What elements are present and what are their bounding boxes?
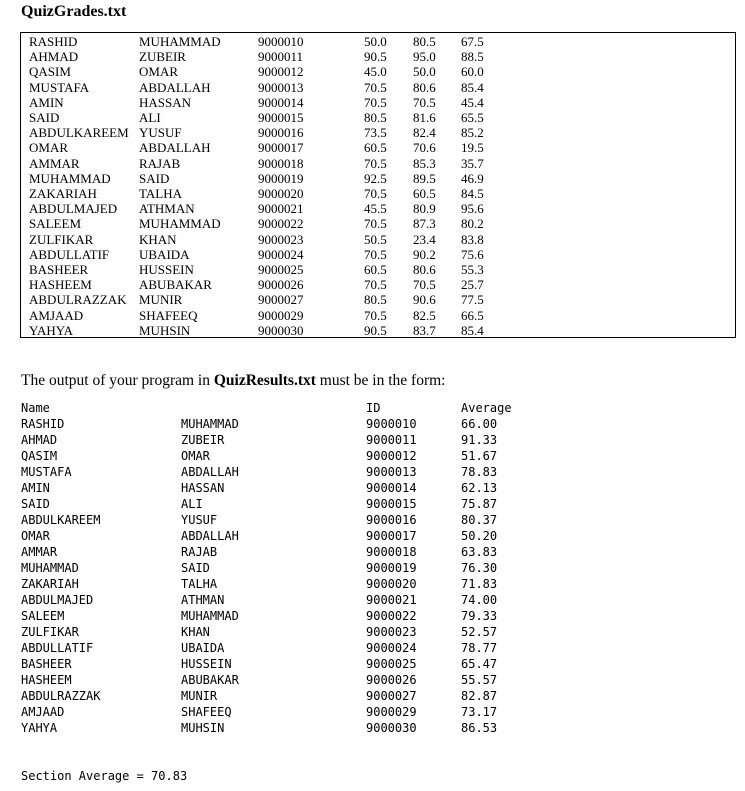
last-name: ALI	[139, 110, 161, 125]
first-name: QASIM	[21, 449, 58, 463]
output-filename: QuizResults.txt	[213, 372, 316, 389]
quiz-2-score: 85.3	[413, 155, 436, 171]
first-name: ABDULRAZZAK	[29, 292, 127, 308]
last-name: ALI	[181, 497, 203, 511]
quiz-1-score: 70.5	[364, 277, 387, 293]
student-id: 9000030	[258, 322, 304, 338]
quiz-2-score: 83.7	[413, 322, 436, 338]
quiz-3-score: 67.5	[461, 34, 484, 49]
student-id: 9000010	[258, 34, 304, 49]
quiz-1-score: 70.5	[364, 246, 387, 262]
average-score: 75.87	[461, 497, 498, 511]
last-name: MUNIR	[181, 689, 218, 703]
last-name: MUHAMMAD	[139, 34, 221, 49]
first-name: ABDULKAREEM	[21, 513, 101, 527]
last-name: RAJAB	[181, 545, 218, 559]
last-name: HASSAN	[139, 94, 192, 110]
average-score: 62.13	[461, 481, 498, 495]
last-name: HUSSEIN	[139, 262, 194, 277]
last-name: ABDALLAH	[139, 140, 211, 156]
first-name: ABDULLATIF	[21, 641, 94, 655]
first-name: SALEEM	[29, 216, 81, 232]
first-name: MUSTAFA	[29, 79, 90, 95]
student-id: 9000011	[366, 433, 417, 447]
student-id: 9000025	[258, 262, 304, 277]
student-id: 9000015	[366, 497, 417, 511]
first-name: SAID	[29, 110, 60, 125]
quiz-2-score: 87.3	[413, 216, 436, 232]
student-id: 9000027	[258, 292, 304, 308]
student-id: 9000025	[366, 657, 417, 671]
quiz-1-score: 80.5	[364, 292, 387, 308]
student-id: 9000020	[258, 186, 304, 201]
quiz-1-score: 70.5	[364, 307, 387, 323]
student-id: 9000010	[366, 417, 417, 431]
student-id: 9000013	[258, 79, 304, 95]
first-name: SALEEM	[21, 609, 65, 623]
first-name: ABDULKAREEM	[29, 125, 129, 141]
first-name: BASHEER	[29, 262, 89, 277]
quiz-2-score: 23.4	[413, 231, 436, 247]
average-score: 78.83	[461, 465, 498, 479]
quiz-1-score: 70.5	[364, 155, 387, 171]
student-id: 9000030	[366, 721, 417, 735]
last-name: HUSSEIN	[181, 657, 232, 671]
average-score: 82.87	[461, 689, 498, 703]
quiz-2-score: 90.2	[413, 246, 436, 262]
student-id: 9000020	[366, 577, 417, 591]
average-score: 65.47	[461, 657, 498, 671]
average-score: 91.33	[461, 433, 498, 447]
last-name: RAJAB	[139, 155, 181, 171]
last-name: ATHMAN	[181, 593, 225, 607]
quiz-1-score: 80.5	[364, 110, 387, 125]
average-score: 80.37	[461, 513, 498, 527]
first-name: MUSTAFA	[21, 465, 72, 479]
last-name: ABUBAKAR	[181, 673, 239, 687]
last-name: MUHAMMAD	[181, 417, 239, 431]
student-id: 9000017	[258, 140, 304, 156]
first-name: AMJAAD	[21, 705, 65, 719]
average-score: 55.57	[461, 673, 498, 687]
first-name: ZULFIKAR	[21, 625, 79, 639]
quiz-1-score: 45.0	[364, 64, 387, 80]
quiz-1-score: 50.5	[364, 231, 387, 247]
first-name: OMAR	[21, 529, 50, 543]
student-id: 9000011	[258, 49, 304, 65]
quiz-1-score: 70.5	[364, 216, 387, 232]
quiz-1-score: 70.5	[364, 186, 387, 201]
average-score: 63.83	[461, 545, 498, 559]
quiz-1-score: 60.5	[364, 262, 387, 277]
student-id: 9000023	[366, 625, 417, 639]
quiz-3-score: 66.5	[461, 307, 484, 323]
quiz-2-score: 81.6	[413, 110, 436, 125]
quiz-3-score: 46.9	[461, 170, 484, 186]
student-id: 9000016	[366, 513, 417, 527]
last-name: TALHA	[181, 577, 218, 591]
last-name: UBAIDA	[139, 246, 190, 262]
last-name: ABUBAKAR	[139, 277, 212, 293]
section-average: Section Average = 70.83	[21, 769, 188, 783]
last-name: YUSUF	[139, 125, 182, 141]
student-id: 9000029	[366, 705, 417, 719]
last-name: TALHA	[139, 186, 183, 201]
student-id: 9000021	[366, 593, 417, 607]
student-id: 9000013	[366, 465, 417, 479]
quiz-1-score: 70.5	[364, 79, 387, 95]
average-score: 51.67	[461, 449, 498, 463]
header-average: Average	[461, 401, 512, 415]
last-name: OMAR	[139, 64, 179, 80]
quiz-3-score: 35.7	[461, 155, 484, 171]
first-name: AHMAD	[21, 433, 58, 447]
quiz-2-score: 80.9	[413, 201, 436, 217]
student-id: 9000019	[258, 170, 304, 186]
first-name: AMIN	[29, 94, 64, 110]
student-id: 9000012	[366, 449, 417, 463]
last-name: SAID	[139, 170, 170, 186]
student-id: 9000023	[258, 231, 304, 247]
quiz-3-score: 85.4	[461, 322, 484, 338]
last-name: OMAR	[181, 449, 210, 463]
quiz-3-score: 95.6	[461, 201, 484, 217]
quiz-1-score: 90.5	[364, 49, 387, 65]
instructions-suffix: must be in the form:	[315, 372, 446, 389]
student-id: 9000018	[366, 545, 417, 559]
last-name: MUHSIN	[181, 721, 225, 735]
student-id: 9000018	[258, 155, 304, 171]
student-id: 9000022	[366, 609, 417, 623]
quiz-3-score: 83.8	[461, 231, 484, 247]
first-name: MUHAMMAD	[21, 561, 79, 575]
student-id: 9000015	[258, 110, 304, 125]
last-name: KHAN	[139, 231, 177, 247]
first-name: ZAKARIAH	[21, 577, 79, 591]
last-name: YUSUF	[181, 513, 218, 527]
first-name: QASIM	[29, 64, 71, 80]
last-name: MUHSIN	[139, 322, 191, 338]
first-name: ABDULLATIF	[29, 246, 110, 262]
instructions-prefix: The output of your program in	[21, 372, 214, 389]
quiz-3-score: 60.0	[461, 64, 484, 80]
last-name: ATHMAN	[139, 201, 195, 217]
student-id: 9000017	[366, 529, 417, 543]
last-name: ABDALLAH	[181, 465, 239, 479]
last-name: MUHAMMAD	[139, 216, 221, 232]
student-id: 9000029	[258, 307, 304, 323]
student-id: 9000026	[258, 277, 304, 293]
first-name: AMMAR	[29, 155, 80, 171]
first-name: AHMAD	[29, 49, 79, 65]
student-id: 9000014	[366, 481, 417, 495]
quiz-1-score: 70.5	[364, 94, 387, 110]
quiz-1-score: 60.5	[364, 140, 387, 156]
quiz-grades-box	[20, 32, 736, 338]
quiz-2-score: 89.5	[413, 170, 436, 186]
first-name: ABDULRAZZAK	[21, 689, 101, 703]
first-name: RASHID	[29, 34, 78, 49]
first-name: AMJAAD	[29, 307, 84, 323]
quiz-2-score: 50.0	[413, 64, 436, 80]
student-id: 9000014	[258, 94, 304, 110]
last-name: UBAIDA	[181, 641, 225, 655]
last-name: SHAFEEQ	[181, 705, 232, 719]
first-name: SAID	[21, 497, 50, 511]
quiz-3-score: 25.7	[461, 277, 484, 293]
first-name: ABDULMAJED	[21, 593, 94, 607]
quiz-2-score: 80.6	[413, 79, 436, 95]
quiz-2-score: 90.6	[413, 292, 436, 308]
quiz-2-score: 95.0	[413, 49, 436, 65]
quiz-2-score: 70.5	[413, 94, 436, 110]
first-name: RASHID	[21, 417, 65, 431]
student-id: 9000024	[258, 246, 304, 262]
student-id: 9000012	[258, 64, 304, 80]
student-id: 9000016	[258, 125, 304, 141]
quiz-3-score: 65.5	[461, 110, 484, 125]
first-name: MUHAMMAD	[29, 170, 111, 186]
last-name: SAID	[181, 561, 210, 575]
last-name: HASSAN	[181, 481, 225, 495]
first-name: HASHEEM	[29, 277, 92, 293]
quiz-3-score: 80.2	[461, 216, 484, 232]
average-score: 86.53	[461, 721, 498, 735]
quiz-1-score: 92.5	[364, 170, 387, 186]
average-score: 50.20	[461, 529, 498, 543]
last-name: SHAFEEQ	[139, 307, 198, 323]
average-score: 76.30	[461, 561, 498, 575]
last-name: ZUBEIR	[181, 433, 225, 447]
quiz-3-score: 75.6	[461, 246, 484, 262]
average-score: 79.33	[461, 609, 498, 623]
average-score: 74.00	[461, 593, 498, 607]
average-score: 52.57	[461, 625, 498, 639]
quiz-3-score: 84.5	[461, 186, 484, 201]
quiz-1-score: 45.5	[364, 201, 387, 217]
quiz-1-score: 73.5	[364, 125, 387, 141]
quiz-1-score: 50.0	[364, 34, 387, 49]
quiz-2-score: 82.4	[413, 125, 436, 141]
student-id: 9000024	[366, 641, 417, 655]
average-score: 66.00	[461, 417, 498, 431]
first-name: YAHYA	[29, 322, 74, 338]
student-id: 9000027	[366, 689, 417, 703]
average-score: 71.83	[461, 577, 498, 591]
average-score: 73.17	[461, 705, 498, 719]
quiz-2-score: 82.5	[413, 307, 436, 323]
last-name: ABDALLAH	[139, 79, 211, 95]
first-name: AMMAR	[21, 545, 58, 559]
last-name: ABDALLAH	[181, 529, 239, 543]
input-file-title: QuizGrades.txt	[21, 3, 127, 20]
first-name: BASHEER	[21, 657, 72, 671]
quiz-2-score: 80.5	[413, 34, 436, 49]
last-name: MUNIR	[139, 292, 183, 308]
quiz-2-score: 60.5	[413, 186, 436, 201]
first-name: AMIN	[21, 481, 50, 495]
quiz-1-score: 90.5	[364, 322, 387, 338]
quiz-3-score: 19.5	[461, 140, 484, 156]
student-id: 9000026	[366, 673, 417, 687]
student-id: 9000021	[258, 201, 304, 217]
quiz-3-score: 88.5	[461, 49, 484, 65]
quiz-3-score: 85.2	[461, 125, 484, 141]
header-id: ID	[366, 401, 381, 415]
quiz-2-score: 80.6	[413, 262, 436, 277]
last-name: ZUBEIR	[139, 49, 186, 65]
quiz-3-score: 77.5	[461, 292, 484, 308]
header-name: Name	[21, 401, 50, 415]
quiz-2-score: 70.5	[413, 277, 436, 293]
last-name: KHAN	[181, 625, 210, 639]
student-id: 9000022	[258, 216, 304, 232]
first-name: HASHEEM	[21, 673, 72, 687]
output-instructions	[21, 372, 445, 390]
first-name: YAHYA	[21, 721, 58, 735]
first-name: ABDULMAJED	[29, 201, 118, 217]
last-name: MUHAMMAD	[181, 609, 239, 623]
quiz-3-score: 85.4	[461, 79, 484, 95]
quiz-3-score: 45.4	[461, 94, 484, 110]
first-name: ZAKARIAH	[29, 186, 97, 201]
average-score: 78.77	[461, 641, 498, 655]
quiz-2-score: 70.6	[413, 140, 436, 156]
student-id: 9000019	[366, 561, 417, 575]
first-name: ZULFIKAR	[29, 231, 94, 247]
first-name: OMAR	[29, 140, 69, 156]
quiz-3-score: 55.3	[461, 262, 484, 277]
